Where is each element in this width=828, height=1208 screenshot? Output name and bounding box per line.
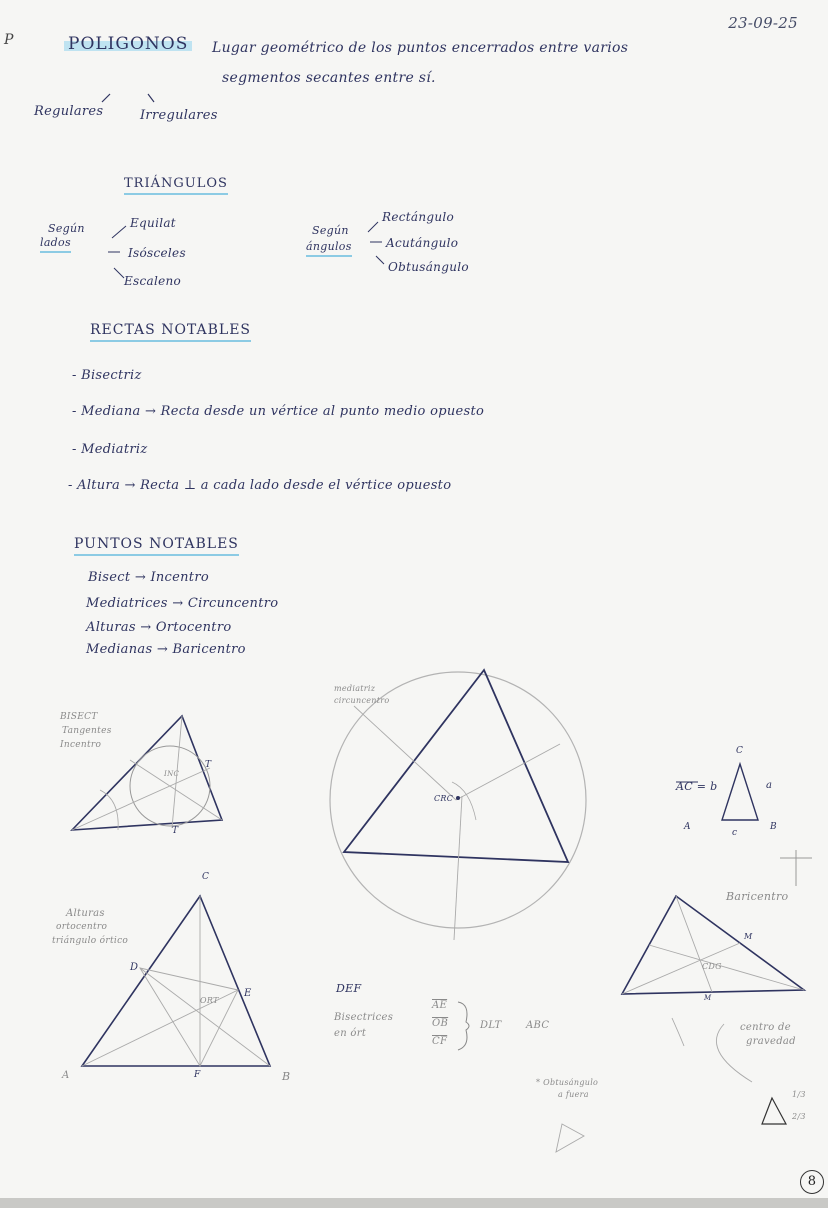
date: 23-09-25	[728, 14, 798, 32]
def-name: DEF	[336, 982, 362, 995]
bary-m2: M	[704, 994, 712, 1002]
branch-line-sides-3	[114, 268, 124, 278]
reference-right: B	[770, 822, 777, 832]
median-2	[622, 943, 740, 994]
bary-note: Baricentro	[726, 890, 789, 903]
obtuse-note-2: a fuera	[558, 1090, 589, 1099]
notable-line-median: - Mediana → Recta desde un vértice al punto medio opuesto	[72, 404, 485, 419]
notable-lines-heading: RECTAS NOTABLES	[90, 322, 251, 342]
triangles-heading: TRIÁNGULOS	[124, 176, 228, 195]
reference-side-label: AC = b	[676, 780, 718, 793]
bary-center: CDG	[702, 962, 722, 971]
angle-type-right: Rectángulo	[382, 210, 455, 224]
reference-bottom: c	[732, 828, 738, 838]
margin-mark: P	[4, 32, 14, 48]
ratio-note-2: 2/3	[792, 1112, 806, 1121]
notable-point-circumcenter: Mediatrices → Circuncentro	[86, 596, 279, 611]
branch-line-angles-3	[376, 256, 384, 264]
median-1	[676, 896, 712, 992]
page-title: POLIGONOS	[64, 34, 192, 54]
ortho-e: E	[244, 988, 252, 999]
circumcenter-arc	[452, 782, 476, 820]
ortho-note-2: ortocentro	[56, 922, 108, 932]
reference-top: C	[736, 746, 744, 756]
def-line-1: Bisectrices	[334, 1012, 394, 1023]
def-result: DLT	[480, 1020, 502, 1031]
incenter-note-2: Tangentes	[62, 726, 112, 736]
page-number: 8	[800, 1170, 824, 1194]
angle-type-acute: Acutángulo	[386, 236, 459, 250]
segments-bracket	[458, 1002, 469, 1050]
incenter-center-label: INC	[164, 770, 180, 778]
notable-point-orthocenter: Alturas → Ortocentro	[86, 620, 232, 635]
page-bottom-edge	[0, 1198, 828, 1208]
branch-mark-regular	[102, 94, 110, 102]
side-type-isosceles: Isósceles	[128, 246, 186, 260]
obtuse-note-1: * Obtusángulo	[536, 1078, 599, 1087]
notable-points-heading: PUNTOS NOTABLES	[74, 536, 239, 556]
perpendicular-bisector-1	[354, 706, 456, 800]
ortho-center: ORT	[200, 996, 219, 1005]
side-type-equilateral: Equilat	[130, 216, 176, 230]
angle-type-obtuse: Obtusángulo	[388, 260, 469, 274]
incenter-point-label: T	[172, 826, 179, 836]
branch-line-angles-1	[368, 222, 378, 232]
irregular-label: Irregulares	[140, 108, 218, 123]
ortho-d: D	[130, 962, 139, 973]
incenter-tangent-label: T	[205, 760, 212, 770]
orthocenter-triangle	[82, 896, 270, 1066]
notable-line-perpendicular-bisector: - Mediatriz	[72, 442, 148, 457]
by-sides-label-2: lados	[40, 236, 71, 253]
perpendicular-bisector-3	[456, 744, 560, 800]
ortho-top: C	[202, 872, 210, 882]
circum-center-label: CRC	[434, 794, 454, 803]
gravity-note-2: gravedad	[746, 1036, 796, 1047]
incenter-note-1: BISECT	[60, 712, 98, 722]
median-3	[649, 945, 804, 990]
by-angles-label-2: ángulos	[306, 240, 352, 257]
notable-line-altitude: - Altura → Recta ⊥ a cada lado desde el vértice opuesto	[68, 478, 452, 493]
circumcenter-point	[456, 796, 460, 800]
incenter-note-3: Incentro	[60, 740, 102, 750]
circum-note-2: circuncentro	[334, 696, 390, 705]
gravity-arc-1	[672, 1018, 684, 1046]
side-type-scalene: Escaleno	[124, 274, 182, 288]
definition-line-1: Lugar geométrico de los puntos encerrados entre varios	[212, 40, 629, 56]
gravity-note-1: centro de	[740, 1022, 791, 1033]
reference-triangle	[722, 764, 758, 820]
def-segment-2: $\overline{OB}$	[432, 1018, 449, 1029]
reference-left: A	[684, 822, 691, 832]
ortho-note-1: Alturas	[66, 908, 105, 919]
regular-label: Regulares	[34, 104, 104, 119]
by-angles-label-1: Según	[312, 224, 349, 237]
orthic-triangle	[140, 968, 238, 1066]
circum-note-1: mediatriz	[334, 684, 376, 693]
branch-line-sides-1	[112, 226, 126, 238]
reference-right-side: a	[766, 780, 773, 791]
notable-line-bisector: - Bisectriz	[72, 368, 142, 383]
ortho-left: A	[62, 1070, 70, 1081]
branch-mark-irregular	[148, 94, 154, 102]
obtuse-sketch	[556, 1124, 584, 1152]
notable-point-incenter: Bisect → Incentro	[88, 570, 209, 585]
perpendicular-bisector-2	[454, 796, 462, 940]
by-sides-label-1: Según	[48, 222, 85, 235]
definition-line-2: segmentos secantes entre sí.	[222, 70, 436, 86]
def-line-2: en órt	[334, 1028, 367, 1039]
def-segment-3: $\overline{CF}$	[432, 1036, 448, 1047]
bary-m: M	[744, 932, 753, 941]
ortho-right: B	[282, 1070, 291, 1083]
def-segment-1: $\overline{AE}$	[432, 1000, 448, 1011]
notable-point-barycenter: Medianas → Baricentro	[86, 642, 246, 657]
ratio-triangle	[762, 1098, 786, 1124]
ortho-foot: F	[194, 1070, 201, 1080]
def-triangle-ref: ABC	[526, 1020, 550, 1031]
ratio-note-1: 1/3	[792, 1090, 806, 1099]
ortho-note-3: triángulo órtico	[52, 936, 129, 946]
